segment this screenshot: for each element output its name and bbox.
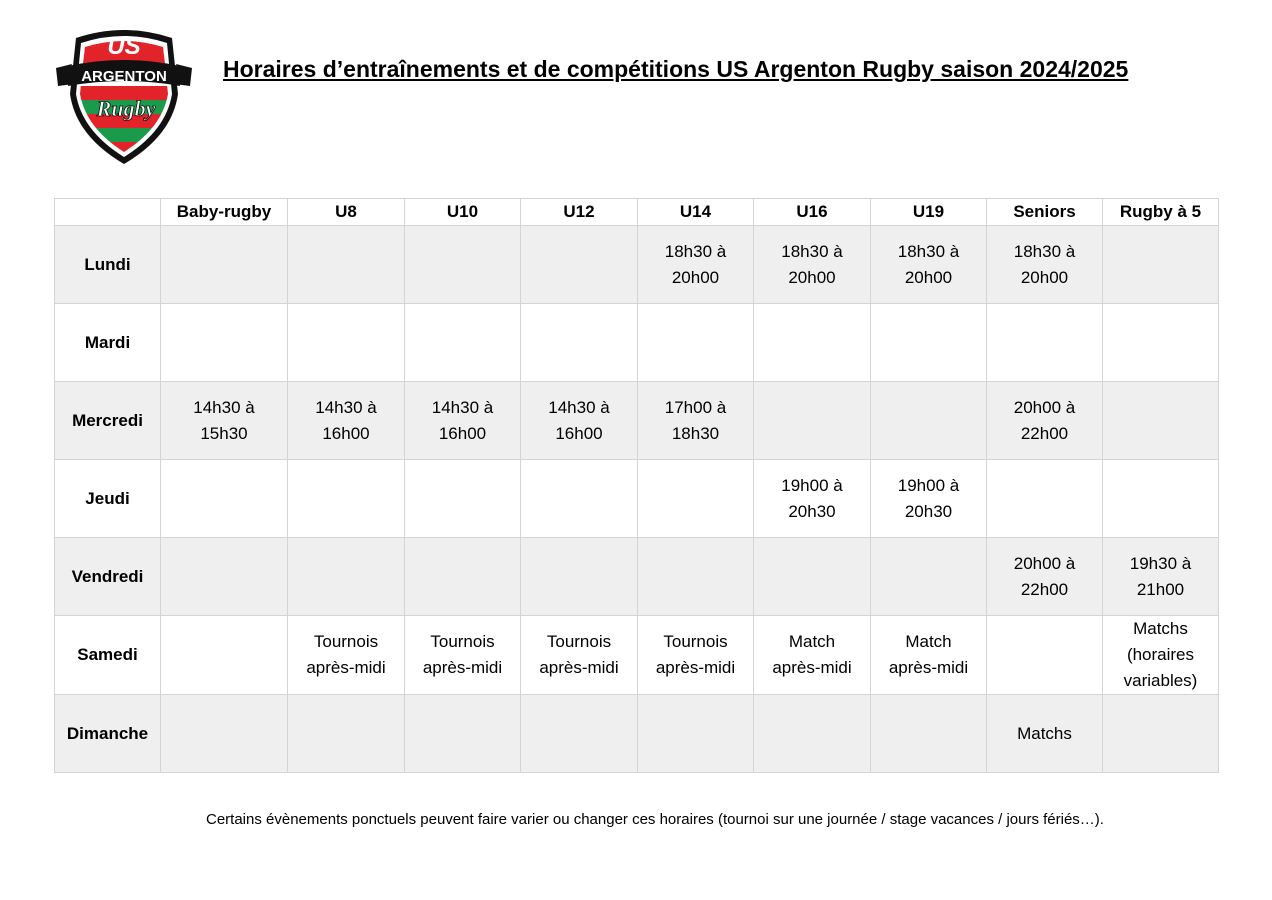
logo-argenton-text: ARGENTON — [81, 68, 167, 85]
schedule-cell — [405, 382, 521, 460]
schedule-cell — [288, 460, 405, 538]
day-label: Mercredi — [55, 382, 161, 460]
schedule-cell-text: 14h30 à 16h00 — [548, 397, 610, 443]
schedule-cell — [521, 304, 638, 382]
schedule-cell — [987, 226, 1103, 304]
schedule-cell — [521, 695, 638, 773]
schedule-cell — [754, 460, 871, 538]
schedule-cell — [987, 460, 1103, 538]
schedule-cell-text: Matchs (horaires variables) — [1123, 619, 1198, 690]
header-cell: Seniors — [987, 199, 1103, 226]
table-row — [55, 616, 1219, 695]
schedule-cell-text: 18h30 à 20h00 — [664, 241, 727, 287]
header-cell: Rugby à 5 — [1103, 199, 1219, 226]
schedule-cell — [161, 616, 288, 695]
schedule-cell — [521, 538, 638, 616]
schedule-cell — [288, 382, 405, 460]
schedule-cell — [161, 460, 288, 538]
schedule-cell-text: 18h30 à 20h00 — [1013, 241, 1076, 287]
schedule-cell-text: Tournois après-midi — [306, 632, 386, 677]
schedule-cell — [638, 382, 754, 460]
schedule-cell — [871, 538, 987, 616]
header-cell: U10 — [405, 199, 521, 226]
day-label: Lundi — [55, 226, 161, 304]
schedule-cell — [405, 616, 521, 695]
schedule-cell — [161, 226, 288, 304]
schedule-cell-text: 19h00 à 20h30 — [781, 475, 843, 521]
schedule-cell-text: Matchs — [1017, 723, 1072, 743]
schedule-cell — [1103, 695, 1219, 773]
schedule-cell — [871, 304, 987, 382]
page-title: Horaires d’entraînements et de compétitions US Argenton Rugby saison 2024/2025 — [223, 56, 1129, 82]
shield-logo-icon — [54, 24, 194, 166]
table-row — [55, 226, 1219, 304]
table-body — [55, 226, 1219, 773]
schedule-cell — [987, 304, 1103, 382]
logo-us-text: US — [107, 33, 141, 60]
schedule-cell — [754, 382, 871, 460]
schedule-cell — [987, 538, 1103, 616]
header-cell — [55, 199, 161, 226]
schedule-table — [54, 198, 1219, 773]
schedule-cell-text: 18h30 à 20h00 — [897, 241, 960, 287]
day-label: Dimanche — [55, 695, 161, 773]
schedule-cell — [871, 616, 987, 695]
schedule-cell — [161, 304, 288, 382]
schedule-cell — [987, 695, 1103, 773]
schedule-cell — [871, 695, 987, 773]
schedule-cell — [161, 382, 288, 460]
schedule-cell-text: 17h00 à 18h30 — [664, 397, 727, 443]
header-cell: U19 — [871, 199, 987, 226]
schedule-cell — [521, 382, 638, 460]
schedule-cell — [754, 304, 871, 382]
schedule-cell — [405, 226, 521, 304]
schedule-cell-text: 14h30 à 16h00 — [315, 397, 377, 443]
schedule-cell — [638, 304, 754, 382]
schedule-cell — [288, 304, 405, 382]
table-row — [55, 538, 1219, 616]
schedule-cell-text: 14h30 à 16h00 — [431, 397, 494, 443]
schedule-cell — [638, 616, 754, 695]
schedule-cell — [521, 226, 638, 304]
schedule-cell-text: Tournois après-midi — [422, 632, 503, 677]
day-label: Jeudi — [55, 460, 161, 538]
schedule-cell — [638, 226, 754, 304]
table-header-row — [55, 199, 1219, 226]
schedule-cell — [1103, 460, 1219, 538]
footnote: Certains évènements ponctuels peuvent faire varier ou changer ces horaires (tournoi sur une journée / stage vacances / jours fériés…). — [206, 811, 1104, 828]
schedule-cell — [288, 695, 405, 773]
header-cell: U8 — [288, 199, 405, 226]
table-row — [55, 382, 1219, 460]
schedule-cell — [987, 382, 1103, 460]
schedule-cell-text: 19h30 à 21h00 — [1129, 553, 1192, 599]
table-row — [55, 695, 1219, 773]
schedule-cell — [987, 616, 1103, 695]
schedule-cell — [1103, 382, 1219, 460]
schedule-cell — [1103, 226, 1219, 304]
schedule-cell — [1103, 304, 1219, 382]
schedule-cell — [288, 538, 405, 616]
schedule-cell — [871, 382, 987, 460]
schedule-cell-text: 20h00 à 22h00 — [1013, 553, 1076, 599]
day-label: Vendredi — [55, 538, 161, 616]
table-row — [55, 460, 1219, 538]
schedule-cell — [161, 695, 288, 773]
day-label: Samedi — [55, 616, 161, 695]
schedule-cell — [288, 226, 405, 304]
schedule-cell — [288, 616, 405, 695]
club-logo — [54, 24, 194, 166]
schedule-cell — [638, 695, 754, 773]
schedule-cell — [161, 538, 288, 616]
schedule-cell — [405, 538, 521, 616]
schedule-cell-text: Tournois après-midi — [655, 632, 736, 677]
schedule-cell — [405, 304, 521, 382]
schedule-cell-text: 19h00 à 20h30 — [897, 475, 960, 521]
schedule-cell-text: Match après-midi — [772, 632, 852, 677]
schedule-cell — [871, 460, 987, 538]
schedule-cell — [754, 616, 871, 695]
schedule-cell — [754, 538, 871, 616]
header-cell: Baby-rugby — [161, 199, 288, 226]
day-label: Mardi — [55, 304, 161, 382]
schedule-cell-text: Tournois après-midi — [539, 632, 619, 677]
schedule-cell — [1103, 538, 1219, 616]
schedule-cell — [638, 460, 754, 538]
schedule-cell — [638, 538, 754, 616]
schedule-cell-text: Match après-midi — [888, 632, 969, 677]
schedule-cell — [1103, 616, 1219, 695]
header-cell: U14 — [638, 199, 754, 226]
schedule-cell — [521, 460, 638, 538]
schedule-cell-text: 18h30 à 20h00 — [781, 241, 843, 287]
schedule-cell — [754, 695, 871, 773]
schedule-cell — [871, 226, 987, 304]
schedule-cell — [754, 226, 871, 304]
header-cell: U12 — [521, 199, 638, 226]
schedule-cell-text: 20h00 à 22h00 — [1013, 397, 1076, 443]
logo-rugby-text: Rugby — [96, 96, 156, 121]
schedule-cell — [521, 616, 638, 695]
schedule-cell-text: 14h30 à 15h30 — [193, 397, 255, 443]
table-row — [55, 304, 1219, 382]
schedule-cell — [405, 460, 521, 538]
header-cell: U16 — [754, 199, 871, 226]
schedule-cell — [405, 695, 521, 773]
